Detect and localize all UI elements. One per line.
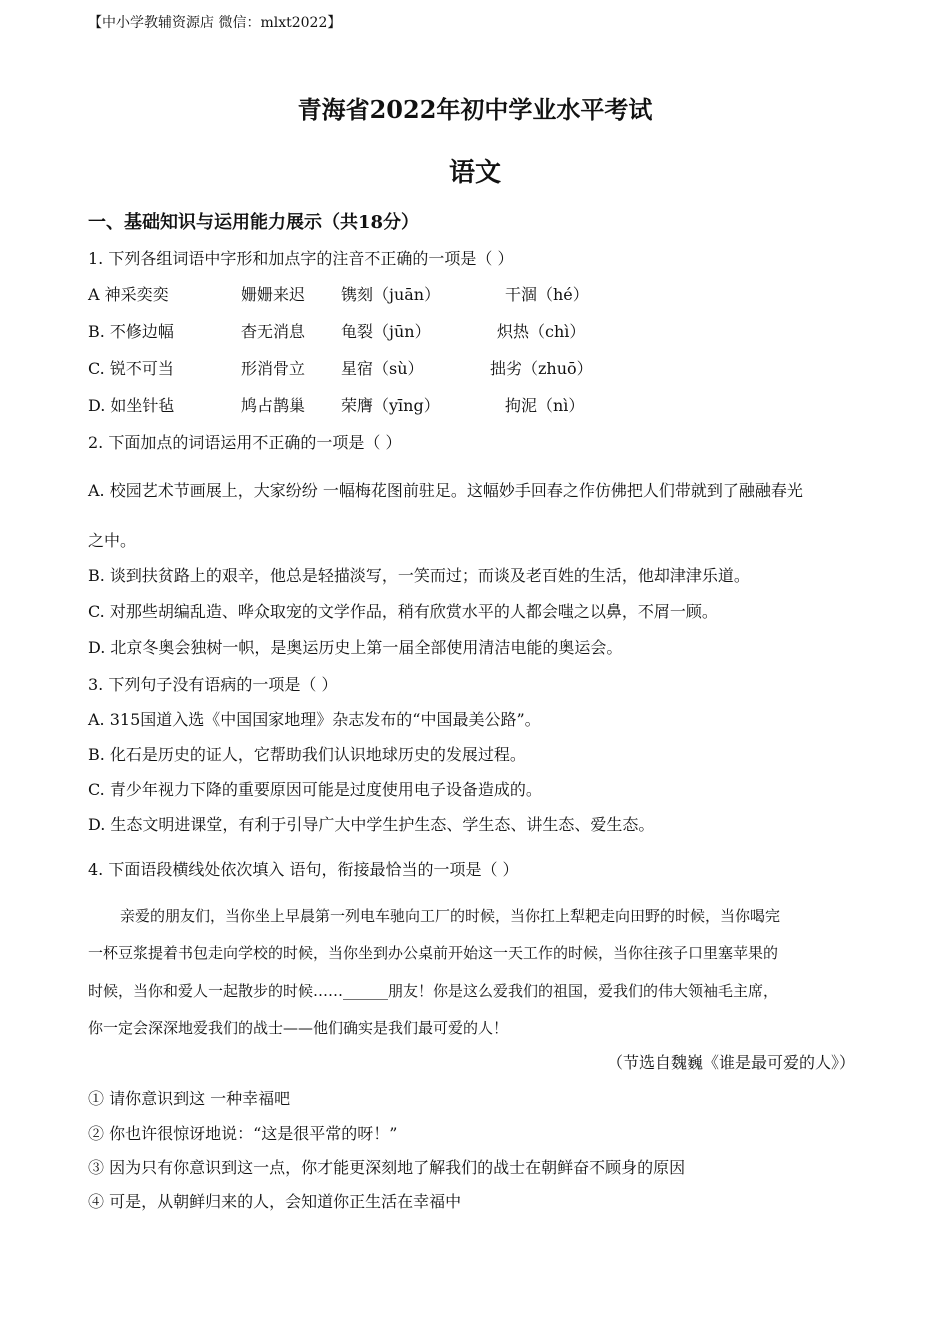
q1-option-b-2: 杳无消息 (241, 322, 306, 341)
q1-option-a-4: 干涸（hé） (505, 285, 589, 304)
q2-option-d: D. 北京冬奥会独树一帜，是奥运历史上第一届全部使用清洁电能的奥运会。 (88, 638, 623, 657)
q4-source: （节选自魏巍《谁是最可爱的人》） (606, 1053, 855, 1072)
q2-stem: 2. 下面加点的词语运用不正确的一项是（ ） (88, 433, 402, 452)
q1-option-b-3: 龟裂（jūn） (341, 322, 431, 341)
q1-option-a-3: 镌刻（juān） (341, 285, 441, 304)
q3-option-b: B. 化石是历史的证人，它帮助我们认识地球历史的发展过程。 (88, 745, 526, 764)
exam-subject: 语文 (448, 158, 501, 188)
q2-option-a-line1: A. 校园艺术节画展上，大家纷纷 一幅梅花图前驻足。这幅妙手回春之作仿佛把人们带就到了融融春光 (88, 481, 803, 500)
q1-option-c-1: C. 锐不可当 (88, 359, 174, 378)
q1-option-c-4: 拙劣（zhuō） (490, 359, 593, 378)
q1-option-d-2: 鸠占鹊巢 (241, 396, 306, 415)
q4-item-1: ① 请你意识到这 一种幸福吧 (88, 1089, 291, 1108)
q4-passage-line3: 时候，当你和爱人一起散步的时候……______朋友！你是这么爱我们的祖国，爱我们的伟大领袖毛主席， (88, 982, 779, 1000)
q1-option-b-1: B. 不修边幅 (88, 322, 174, 341)
q3-option-c: C. 青少年视力下降的重要原因可能是过度使用电子设备造成的。 (88, 780, 542, 799)
q1-option-a-1: A 神采奕奕 (88, 285, 169, 304)
q3-option-d: D. 生态文明进课堂，有利于引导广大中学生护生态、学生态、讲生态、爱生态。 (88, 815, 655, 834)
q3-stem: 3. 下列句子没有语病的一项是（ ） (88, 675, 338, 694)
q4-stem: 4. 下面语段横线处依次填入 语句，衔接最恰当的一项是（ ） (88, 860, 519, 879)
exam-title: 青海省2022年初中学业水平考试 (297, 95, 653, 124)
q1-option-c-3: 星宿（sù） (341, 359, 424, 378)
q4-passage-line4: 你一定会深深地爱我们的战士——他们确实是我们最可爱的人！ (88, 1019, 509, 1037)
q1-option-d-4: 拘泥（nì） (505, 396, 585, 415)
q1-option-c-2: 形消骨立 (241, 359, 306, 378)
q4-passage-line1: 亲爱的朋友们，当你坐上早晨第一列电车驰向工厂的时候，当你扛上犁耙走向田野的时候，当你喝完 (120, 907, 781, 925)
q3-option-a: A. 315国道入选《中国国家地理》杂志发布的“中国最美公路”。 (88, 710, 541, 729)
q1-option-b-4: 炽热（chì） (497, 322, 586, 341)
q4-item-3: ③ 因为只有你意识到这一点，你才能更深刻地了解我们的战士在朝鲜奋不顾身的原因 (88, 1158, 686, 1177)
q1-option-d-3: 荣膺（yīng） (341, 396, 440, 415)
q2-option-b: B. 谈到扶贫路上的艰辛，他总是轻描淡写，一笑而过；而谈及老百姓的生活，他却津津乐道。 (88, 566, 750, 585)
q4-item-2: ② 你也许很惊讶地说：“这是很平常的呀！” (88, 1124, 398, 1143)
q4-item-4: ④ 可是，从朝鲜归来的人，会知道你正生活在幸福中 (88, 1192, 462, 1211)
q1-option-a-2: 姗姗来迟 (241, 285, 306, 304)
q2-option-a-line2: 之中。 (88, 531, 137, 550)
q1-option-d-1: D. 如坐针毡 (88, 396, 175, 415)
watermark: 【中小学教辅资源店 微信：mlxt2022】 (88, 15, 342, 31)
q1-stem: 1. 下列各组词语中字形和加点字的注音不正确的一项是（ ） (88, 249, 514, 268)
q2-option-c: C. 对那些胡编乱造、哗众取宠的文学作品，稍有欣赏水平的人都会嗤之以鼻，不屑一顾。 (88, 602, 718, 621)
section-heading: 一、基础知识与运用能力展示（共18分） (88, 212, 420, 233)
q4-passage-line2: 一杯豆浆提着书包走向学校的时候，当你坐到办公桌前开始这一天工作的时候，当你往孩子口里塞苹果的 (88, 944, 779, 962)
